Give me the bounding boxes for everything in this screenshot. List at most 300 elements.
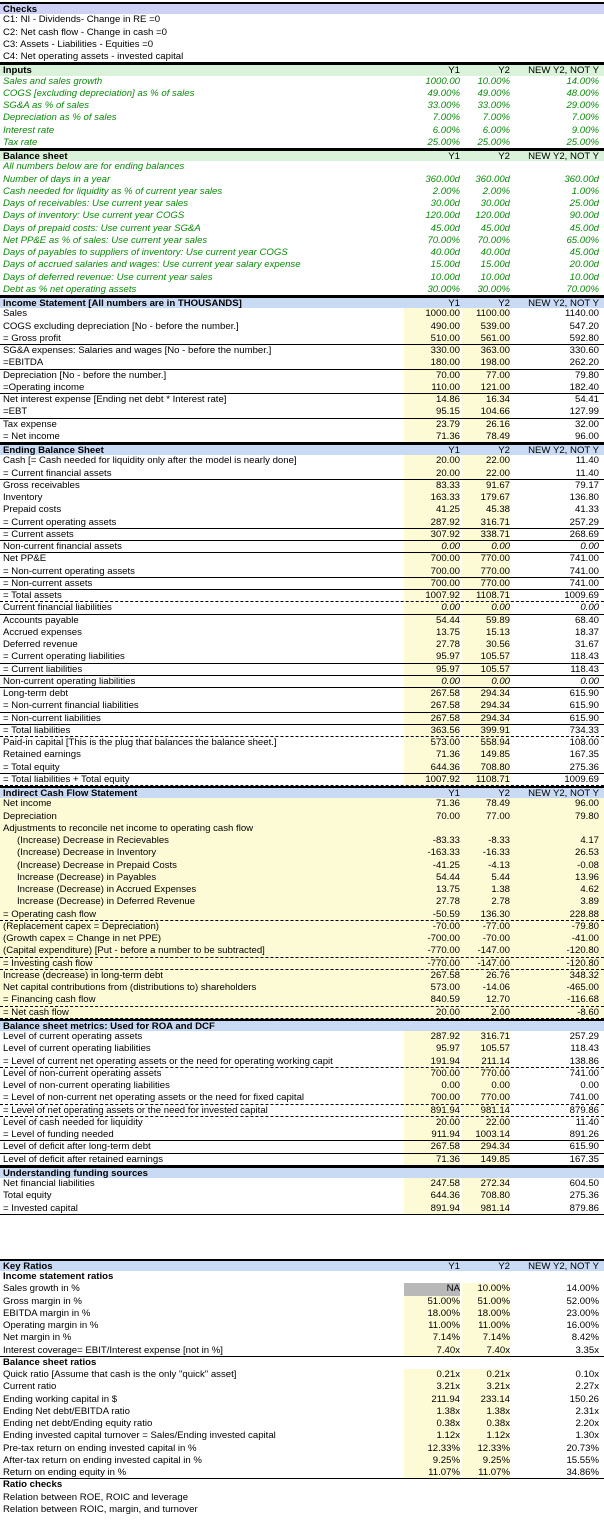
- cell-new-y2[interactable]: 615.90: [569, 688, 599, 699]
- cell-new-y2[interactable]: 14.00%: [566, 75, 599, 87]
- cell-y2[interactable]: 198.00: [462, 357, 510, 369]
- cell-y2[interactable]: 1100.00: [462, 308, 510, 320]
- cell-y2[interactable]: 7.40x: [462, 1345, 510, 1357]
- cell-y2[interactable]: 233.14: [462, 1394, 510, 1406]
- cell-new-y2[interactable]: 1.00%: [571, 185, 599, 197]
- row-label[interactable]: Non-current financial assets: [3, 541, 122, 552]
- sheet-row[interactable]: [0, 1190, 604, 1202]
- row-label[interactable]: Sales and sales growth: [3, 75, 103, 87]
- cell-new-y2[interactable]: 0.00: [580, 602, 599, 614]
- section-header-row[interactable]: [0, 1259, 604, 1271]
- cell-y1[interactable]: 267.58: [404, 713, 460, 725]
- row-label[interactable]: Accrued expenses: [3, 626, 82, 638]
- cell-y2[interactable]: 179.67: [462, 492, 510, 504]
- sheet-row[interactable]: [0, 51, 604, 63]
- cell-y2[interactable]: 26.16: [462, 419, 510, 431]
- row-label[interactable]: Ending working capital in $: [3, 1393, 118, 1405]
- sheet-row[interactable]: [0, 198, 604, 210]
- section-title[interactable]: Indirect Cash Flow Statement: [3, 788, 138, 799]
- cell-y2[interactable]: 2.00%: [482, 185, 510, 197]
- cell-y2[interactable]: Y2: [498, 1260, 510, 1271]
- cell-y2[interactable]: 0.21x: [462, 1369, 510, 1381]
- row-label[interactable]: After-tax return on ending invested capital in %: [3, 1454, 202, 1466]
- cell-y2[interactable]: 16.34: [462, 394, 510, 406]
- row-label[interactable]: Level of non-current operating liabilities: [3, 1080, 170, 1091]
- sheet-row[interactable]: [0, 186, 604, 198]
- sheet-row[interactable]: [0, 590, 604, 602]
- cell-y2[interactable]: Y2: [498, 65, 510, 76]
- cell-new-y2[interactable]: 604.50: [569, 1178, 599, 1189]
- cell-new-y2[interactable]: 275.36: [569, 761, 599, 773]
- cell-y1[interactable]: Y1: [448, 151, 460, 162]
- cell-y1[interactable]: 0.00: [404, 1080, 460, 1092]
- cell-y2[interactable]: 70.00%: [477, 234, 510, 246]
- cell-y2[interactable]: 770.00: [462, 578, 510, 590]
- cell-y2[interactable]: 105.57: [462, 664, 510, 676]
- sheet-row[interactable]: [0, 406, 604, 418]
- cell-y2[interactable]: 22.00: [462, 468, 510, 480]
- row-label[interactable]: COGS [excluding depreciation] as % of sales: [3, 87, 195, 99]
- row-label[interactable]: = Gross profit: [3, 332, 61, 344]
- cell-y2[interactable]: 7.00%: [482, 112, 510, 124]
- row-label[interactable]: = Net cash flow: [3, 1006, 69, 1018]
- cell-new-y2[interactable]: 2.27x: [575, 1381, 599, 1393]
- cell-y2[interactable]: 104.66: [462, 406, 510, 418]
- cell-y2[interactable]: 1108.71: [462, 590, 510, 602]
- row-label[interactable]: Net margin in %: [3, 1332, 72, 1344]
- cell-y2[interactable]: -147.00: [477, 945, 510, 957]
- section-title[interactable]: Ending Balance Sheet: [3, 445, 104, 456]
- section-header-row[interactable]: [0, 2, 604, 14]
- cell-new-y2[interactable]: 45.00d: [569, 247, 599, 258]
- cell-y2[interactable]: 10.00d: [480, 271, 510, 283]
- cell-y1[interactable]: -50.59: [432, 908, 460, 920]
- row-label[interactable]: Balance sheet ratios: [3, 1356, 97, 1368]
- row-label[interactable]: = Current financial assets: [3, 467, 112, 479]
- cell-y1[interactable]: 12.33%: [404, 1443, 460, 1455]
- row-label[interactable]: Cash needed for liquidity as % of current year sales: [3, 185, 223, 197]
- cell-y2[interactable]: 1.38: [491, 884, 510, 895]
- cell-new-y2[interactable]: 741.00: [569, 553, 599, 565]
- cell-new-y2[interactable]: 23.00%: [566, 1307, 599, 1319]
- cell-y2[interactable]: -70.00: [482, 933, 510, 944]
- cell-y2[interactable]: 6.00%: [482, 124, 510, 136]
- cell-y2[interactable]: 78.49: [462, 431, 510, 443]
- sheet-row[interactable]: [0, 713, 604, 725]
- cell-new-y2[interactable]: 741.00: [569, 565, 599, 577]
- row-label[interactable]: Retained earnings: [3, 749, 81, 761]
- cell-y2[interactable]: 121.00: [462, 382, 510, 394]
- sheet-row[interactable]: [0, 933, 604, 945]
- cell-new-y2[interactable]: 268.69: [569, 528, 599, 540]
- cell-y1[interactable]: 20.00: [435, 1006, 460, 1018]
- sheet-row[interactable]: [0, 909, 604, 921]
- row-label[interactable]: = Invested capital: [3, 1202, 78, 1214]
- cell-y1[interactable]: 840.59: [430, 994, 460, 1006]
- cell-y1[interactable]: 1000.00: [404, 308, 460, 320]
- row-label[interactable]: Relation between ROE, ROIC and leverage: [3, 1491, 189, 1503]
- row-label[interactable]: = Level of non-current net operating assets or the need for fixed capital: [3, 1092, 305, 1104]
- row-label[interactable]: = Total assets: [3, 590, 62, 601]
- row-label[interactable]: Ending Net debt/EBITDA ratio: [3, 1405, 130, 1417]
- sheet-row[interactable]: [0, 333, 604, 345]
- sheet-row[interactable]: [0, 468, 604, 480]
- sheet-row[interactable]: [0, 382, 604, 394]
- cell-y2[interactable]: 708.80: [462, 762, 510, 774]
- cell-y1[interactable]: 20.00: [404, 468, 460, 480]
- cell-y1[interactable]: 0.00: [404, 602, 460, 614]
- cell-y2[interactable]: Y2: [498, 788, 510, 799]
- cell-new-y2[interactable]: 31.67: [574, 639, 599, 650]
- cell-y1[interactable]: 700.00: [404, 566, 460, 578]
- sheet-row[interactable]: [0, 676, 604, 688]
- row-label[interactable]: Relation between ROIC, margin, and turnover: [3, 1503, 198, 1515]
- sheet-row[interactable]: [0, 284, 604, 296]
- sheet-row[interactable]: [0, 517, 604, 529]
- cell-y1[interactable]: 700.00: [404, 1092, 460, 1104]
- sheet-row[interactable]: [0, 553, 604, 565]
- row-label[interactable]: Net interest expense [Ending net debt * Interest rate]: [3, 394, 227, 405]
- sheet-row[interactable]: [0, 627, 604, 639]
- cell-new-y2[interactable]: 592.80: [569, 332, 599, 344]
- cell-y1[interactable]: 360.00d: [425, 173, 460, 185]
- section-header-row[interactable]: [0, 149, 604, 161]
- row-label[interactable]: Increase (Decrease) in Deferred Revenue: [17, 896, 196, 908]
- row-label[interactable]: = Total liabilities: [3, 724, 71, 736]
- cell-y1[interactable]: 211.94: [404, 1394, 460, 1406]
- cell-y2[interactable]: -4.13: [488, 859, 510, 871]
- cell-y1[interactable]: 10.00d: [430, 271, 460, 283]
- cell-y1[interactable]: 11.07%: [404, 1467, 460, 1479]
- cell-y2[interactable]: 294.34: [462, 688, 510, 700]
- cell-y2[interactable]: 77.00: [485, 810, 510, 822]
- cell-y2[interactable]: 0.00: [462, 676, 510, 688]
- section-title[interactable]: Balance sheet: [3, 151, 68, 162]
- cell-new-y2[interactable]: 182.40: [569, 381, 599, 393]
- cell-new-y2[interactable]: 547.20: [569, 320, 599, 332]
- cell-new-y2[interactable]: 32.00: [574, 418, 599, 430]
- cell-y2[interactable]: 78.49: [485, 798, 510, 810]
- sheet-row[interactable]: [0, 88, 604, 100]
- cell-y2[interactable]: 1.38x: [462, 1406, 510, 1418]
- cell-y1[interactable]: 20.00: [404, 455, 460, 467]
- cell-y1[interactable]: 1.38x: [404, 1406, 460, 1418]
- sheet-row[interactable]: [0, 1105, 604, 1117]
- cell-new-y2[interactable]: 275.36: [569, 1190, 599, 1202]
- section-header-row[interactable]: [0, 1166, 604, 1178]
- cell-y2[interactable]: Y2: [498, 151, 510, 162]
- cell-new-y2[interactable]: 29.00%: [566, 100, 599, 111]
- sheet-row[interactable]: [0, 945, 604, 957]
- row-label[interactable]: Income statement ratios: [3, 1271, 114, 1282]
- cell-y1[interactable]: 51.00%: [404, 1296, 460, 1308]
- cell-y2[interactable]: 91.67: [462, 480, 510, 492]
- cell-new-y2[interactable]: 257.29: [569, 1031, 599, 1042]
- cell-new-y2[interactable]: 136.80: [569, 492, 599, 503]
- row-label[interactable]: (Replacement capex = Depreciation): [3, 920, 159, 932]
- row-label[interactable]: = Non-current financial liabilities: [3, 700, 139, 712]
- sheet-row[interactable]: [0, 210, 604, 222]
- cell-new-y2[interactable]: 11.40: [575, 1116, 599, 1128]
- section-title[interactable]: Key Ratios: [3, 1260, 53, 1271]
- row-label[interactable]: C4: Net operating assets - invested capital: [3, 51, 184, 62]
- sheet-row[interactable]: [0, 994, 604, 1006]
- cell-y1[interactable]: 287.92: [404, 517, 460, 529]
- cell-new-y2[interactable]: 54.41: [574, 394, 599, 405]
- cell-new-y2[interactable]: 34.86%: [566, 1467, 599, 1478]
- cell-new-y2[interactable]: 15.55%: [566, 1454, 599, 1466]
- row-label[interactable]: (Increase) Decrease in Recievables: [17, 835, 169, 846]
- cell-y1[interactable]: Y1: [448, 445, 460, 456]
- sheet-row[interactable]: [0, 321, 604, 333]
- sheet-row[interactable]: [0, 125, 604, 137]
- row-label[interactable]: Increase (Decrease) in Accrued Expenses: [17, 884, 197, 895]
- cell-y1[interactable]: 18.00%: [404, 1308, 460, 1320]
- row-label[interactable]: = Operating cash flow: [3, 908, 97, 920]
- row-label[interactable]: Ending net debt/Ending equity ratio: [3, 1418, 153, 1429]
- cell-y2[interactable]: 2.00: [491, 1006, 510, 1018]
- cell-y2[interactable]: 0.00: [462, 1080, 510, 1092]
- cell-new-y2[interactable]: 741.00: [569, 1092, 599, 1104]
- cell-new-y2[interactable]: 1140.00: [565, 308, 599, 320]
- cell-y2[interactable]: 49.00%: [477, 87, 510, 99]
- row-label[interactable]: Debt as % net operating assets: [3, 283, 137, 295]
- row-label[interactable]: EBITDA margin in %: [3, 1307, 91, 1319]
- cell-y2[interactable]: 0.00: [462, 602, 510, 614]
- cell-y2[interactable]: 30.00d: [480, 198, 510, 209]
- cell-y2[interactable]: 708.80: [462, 1190, 510, 1202]
- cell-y2[interactable]: 11.07%: [462, 1467, 510, 1479]
- row-label[interactable]: Net PP&E: [3, 553, 47, 565]
- cell-y2[interactable]: 149.85: [462, 749, 510, 761]
- sheet-row[interactable]: [0, 700, 604, 712]
- cell-y1[interactable]: 71.36: [404, 431, 460, 443]
- cell-y1[interactable]: 7.14%: [404, 1332, 460, 1344]
- cell-new-y2[interactable]: 0.00: [580, 675, 599, 687]
- sheet-row[interactable]: [0, 455, 604, 467]
- sheet-row[interactable]: [0, 1381, 604, 1393]
- cell-new-y2[interactable]: -120.80: [566, 945, 599, 957]
- cell-y2[interactable]: 22.00: [462, 455, 510, 467]
- cell-y2[interactable]: 294.34: [462, 1141, 510, 1153]
- sheet-row[interactable]: [0, 76, 604, 88]
- row-label[interactable]: Interest coverage= EBIT/Interest expense [not in %]: [3, 1344, 223, 1356]
- cell-y2[interactable]: 558.94: [462, 737, 510, 749]
- sheet-row[interactable]: [0, 1043, 604, 1055]
- cell-y2[interactable]: 120.00d: [475, 210, 510, 222]
- sheet-row[interactable]: [0, 1430, 604, 1442]
- cell-y2[interactable]: -147.00: [477, 957, 510, 969]
- cell-y1[interactable]: 27.78: [435, 896, 460, 908]
- cell-y2[interactable]: 10.00%: [477, 75, 510, 87]
- cell-y1[interactable]: 267.58: [404, 688, 460, 700]
- sheet-row[interactable]: [0, 835, 604, 847]
- row-label[interactable]: Pre-tax return on ending invested capital in %: [3, 1442, 197, 1454]
- section-title[interactable]: Checks: [3, 4, 38, 15]
- cell-y2[interactable]: 338.71: [462, 529, 510, 541]
- row-label[interactable]: = Level of net operating assets or the need for invested capital: [3, 1104, 268, 1116]
- cell-y1[interactable]: 95.97: [404, 664, 460, 676]
- cell-new-y2[interactable]: 228.88: [569, 908, 599, 920]
- cell-y1[interactable]: 0.38x: [404, 1418, 460, 1430]
- cell-y1[interactable]: Y1: [448, 1260, 460, 1271]
- sheet-row[interactable]: [0, 1031, 604, 1043]
- sheet-row[interactable]: [0, 27, 604, 39]
- cell-new-y2[interactable]: 0.10x: [575, 1369, 599, 1380]
- cell-y2[interactable]: 45.00d: [480, 222, 510, 234]
- cell-y1[interactable]: 11.00%: [404, 1320, 460, 1332]
- cell-new-y2[interactable]: -8.60: [577, 1006, 599, 1018]
- cell-new-y2[interactable]: NEW Y2, NOT Y: [528, 445, 599, 456]
- cell-new-y2[interactable]: NEW Y2, NOT Y: [528, 65, 599, 76]
- sheet-row[interactable]: [0, 161, 604, 173]
- sheet-row[interactable]: [0, 737, 604, 749]
- cell-new-y2[interactable]: 138.86: [569, 1055, 599, 1067]
- cell-y2[interactable]: 12.70: [485, 994, 510, 1006]
- row-label[interactable]: Days of payables to suppliers of inventory: Use current year COGS: [3, 247, 288, 258]
- cell-y2[interactable]: 7.14%: [462, 1332, 510, 1344]
- sheet-row[interactable]: [0, 1117, 604, 1129]
- cell-new-y2[interactable]: NEW Y2, NOT Y: [528, 298, 599, 309]
- cell-y2[interactable]: 77.00: [462, 370, 510, 382]
- cell-y1[interactable]: 573.00: [404, 737, 460, 749]
- cell-new-y2[interactable]: 4.17: [580, 835, 599, 846]
- row-label[interactable]: = Level of funding needed: [3, 1129, 114, 1140]
- sheet-row[interactable]: [0, 639, 604, 651]
- cell-y1[interactable]: 700.00: [404, 578, 460, 590]
- cell-y1[interactable]: 71.36: [404, 1154, 460, 1166]
- cell-y1[interactable]: 54.44: [404, 615, 460, 627]
- sheet-row[interactable]: [0, 1068, 604, 1080]
- sheet-row[interactable]: [0, 811, 604, 823]
- cell-y2[interactable]: Y2: [498, 445, 510, 456]
- row-label[interactable]: Tax rate: [3, 136, 38, 148]
- sheet-row[interactable]: [0, 921, 604, 933]
- section-header-row[interactable]: [0, 443, 604, 455]
- cell-new-y2[interactable]: 118.43: [570, 651, 599, 663]
- cell-y1[interactable]: 700.00: [404, 553, 460, 565]
- cell-y1[interactable]: 71.36: [435, 798, 460, 810]
- cell-new-y2[interactable]: 52.00%: [566, 1295, 599, 1307]
- cell-y1[interactable]: 330.00: [404, 345, 460, 357]
- sheet-row[interactable]: [0, 725, 604, 737]
- cell-y2[interactable]: 363.00: [462, 345, 510, 357]
- cell-y1[interactable]: 1000.00: [425, 75, 460, 87]
- cell-y1[interactable]: 40.00d: [430, 247, 460, 258]
- cell-y1[interactable]: 120.00d: [425, 210, 460, 222]
- cell-y1[interactable]: Y1: [448, 788, 460, 799]
- sheet-row[interactable]: [0, 1178, 604, 1190]
- sheet-row[interactable]: [0, 1056, 604, 1068]
- cell-new-y2[interactable]: 26.53: [574, 847, 599, 859]
- cell-y2[interactable]: 30.56: [462, 639, 510, 651]
- sheet-row[interactable]: [0, 884, 604, 896]
- sheet-row[interactable]: [0, 1332, 604, 1344]
- sheet-row[interactable]: [0, 664, 604, 676]
- row-label[interactable]: C3: Assets - Liabilities - Equities =0: [3, 38, 154, 50]
- sheet-row[interactable]: [0, 774, 604, 786]
- cell-new-y2[interactable]: 118.43: [570, 1043, 599, 1055]
- sheet-row[interactable]: [0, 370, 604, 382]
- row-label[interactable]: Net capital contributions from (distributions to) shareholders: [3, 982, 257, 993]
- row-label[interactable]: =EBT: [3, 406, 28, 418]
- sheet-row[interactable]: [0, 982, 604, 994]
- cell-new-y2[interactable]: 25.00%: [566, 136, 599, 148]
- cell-y2[interactable]: 770.00: [462, 1092, 510, 1104]
- cell-new-y2[interactable]: 734.33: [569, 724, 599, 736]
- sheet-row[interactable]: [0, 798, 604, 810]
- cell-y2[interactable]: 5.44: [491, 871, 510, 883]
- cell-y2[interactable]: -14.06: [482, 982, 510, 993]
- sheet-row[interactable]: [0, 1492, 604, 1504]
- cell-new-y2[interactable]: -41.00: [571, 933, 599, 944]
- cell-y1[interactable]: 30.00d: [430, 198, 460, 209]
- cell-y2[interactable]: 2.78: [491, 896, 510, 908]
- cell-new-y2[interactable]: 879.86: [569, 1104, 599, 1116]
- cell-y1[interactable]: 95.15: [404, 406, 460, 418]
- cell-y1[interactable]: 20.00: [404, 1117, 460, 1129]
- cell-y2[interactable]: 981.14: [462, 1105, 510, 1117]
- row-label[interactable]: Increase (decrease) in long-term debt: [3, 969, 163, 981]
- cell-new-y2[interactable]: -79.80: [571, 920, 599, 932]
- row-label[interactable]: =EBITDA: [3, 357, 44, 369]
- row-label[interactable]: = Level of current net operating assets or the need for operating working capit: [3, 1055, 333, 1067]
- cell-new-y2[interactable]: 96.00: [574, 798, 599, 810]
- section-title[interactable]: Balance sheet metrics: Used for ROA and DCF: [3, 1020, 215, 1031]
- row-label[interactable]: Days of accrued salaries and wages: Use current year salary expense: [3, 259, 301, 271]
- sheet-row[interactable]: [0, 492, 604, 504]
- cell-y2[interactable]: -16.33: [482, 847, 510, 859]
- cell-y2[interactable]: 149.85: [462, 1154, 510, 1166]
- cell-new-y2[interactable]: 10.00d: [569, 271, 599, 283]
- cell-y1[interactable]: 30.00%: [427, 283, 460, 295]
- row-label[interactable]: Level of cash needed for liquidity: [3, 1116, 143, 1128]
- cell-y1[interactable]: 41.25: [404, 504, 460, 516]
- cell-y2[interactable]: 294.34: [462, 700, 510, 712]
- cell-y1[interactable]: 891.94: [404, 1203, 460, 1215]
- cell-new-y2[interactable]: 2.31x: [575, 1405, 599, 1417]
- sheet-row[interactable]: [0, 357, 604, 369]
- cell-y2[interactable]: 25.00%: [477, 136, 510, 148]
- cell-new-y2[interactable]: 127.99: [569, 406, 599, 418]
- sheet-row[interactable]: [0, 112, 604, 124]
- sheet-row[interactable]: [0, 970, 604, 982]
- row-label[interactable]: = Total liabilities + Total equity: [3, 773, 130, 785]
- sheet-row[interactable]: [0, 1296, 604, 1308]
- cell-y1[interactable]: 95.97: [404, 651, 460, 663]
- cell-new-y2[interactable]: -120.80: [566, 957, 599, 969]
- cell-new-y2[interactable]: 16.00%: [566, 1320, 599, 1331]
- row-label[interactable]: Prepaid costs: [3, 504, 62, 516]
- cell-y2[interactable]: 316.71: [462, 517, 510, 529]
- sheet-row[interactable]: [0, 1007, 604, 1019]
- cell-y1[interactable]: 13.75: [404, 627, 460, 639]
- cell-y1[interactable]: 573.00: [430, 982, 460, 993]
- cell-new-y2[interactable]: 79.80: [574, 810, 599, 822]
- cell-new-y2[interactable]: 167.35: [569, 1153, 599, 1165]
- row-label[interactable]: Level of current operating liabilities: [3, 1043, 151, 1055]
- cell-y2[interactable]: 294.34: [462, 713, 510, 725]
- cell-y2[interactable]: 15.13: [462, 627, 510, 639]
- section-title[interactable]: Understanding funding sources: [3, 1167, 148, 1178]
- sheet-row[interactable]: [0, 688, 604, 700]
- cell-y1[interactable]: 71.36: [404, 749, 460, 761]
- row-label[interactable]: Accounts payable: [3, 614, 79, 626]
- sheet-row[interactable]: [0, 1467, 604, 1479]
- row-label[interactable]: = Current operating liabilities: [3, 651, 125, 663]
- cell-y2[interactable]: -77.00: [482, 920, 510, 932]
- sheet-row[interactable]: [0, 480, 604, 492]
